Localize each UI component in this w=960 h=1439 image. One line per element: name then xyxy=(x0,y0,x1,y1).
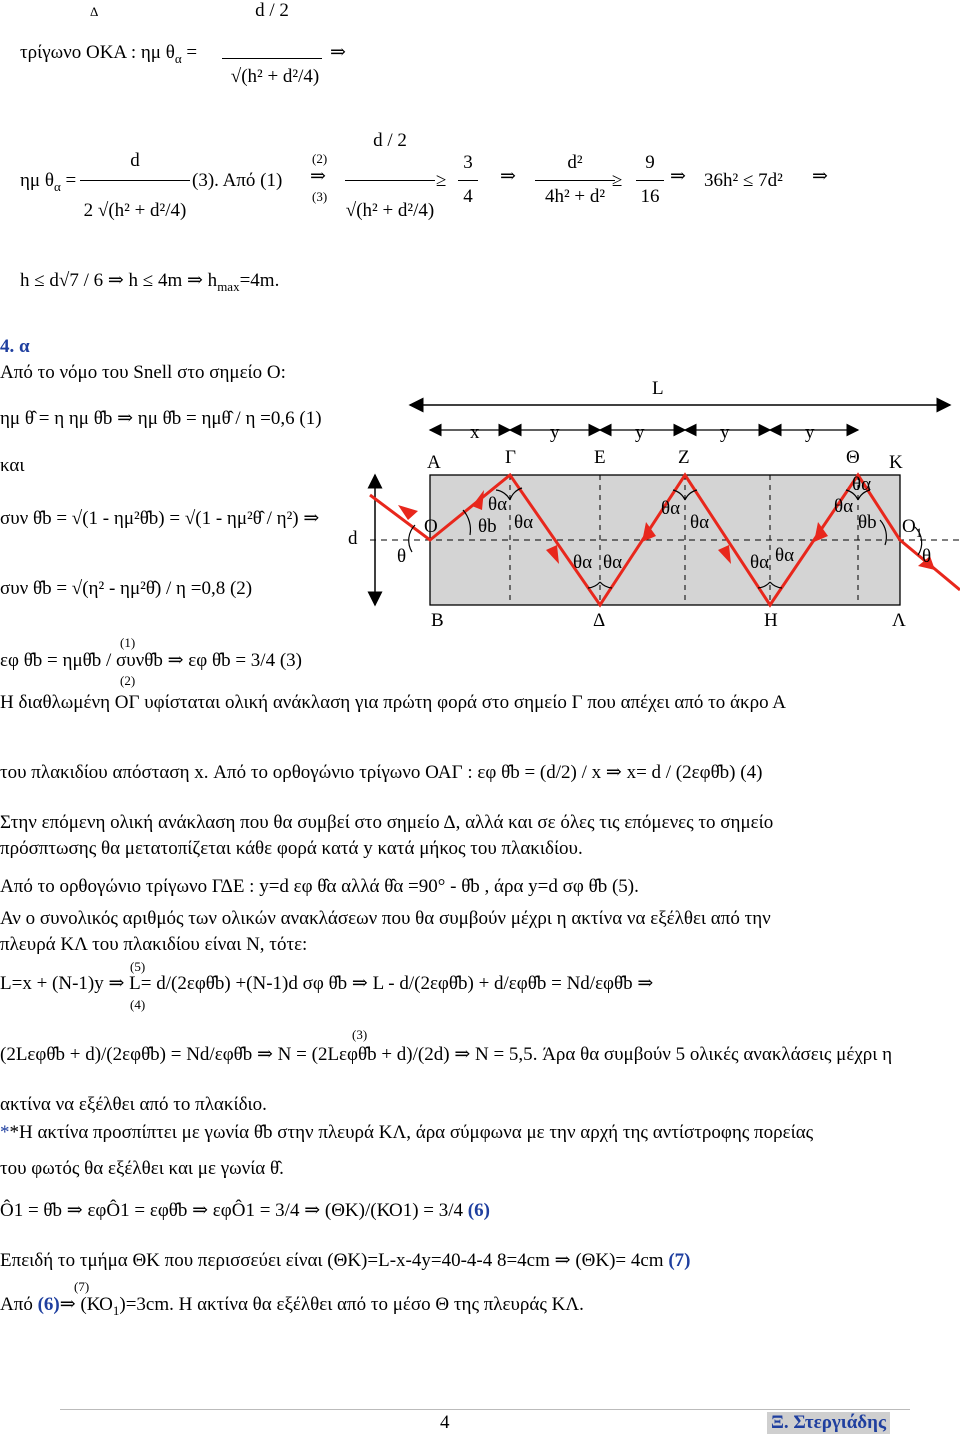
eq2-frac2-num: d / 2 xyxy=(373,130,407,151)
paragraph-5: Από το ορθογώνιο τρίγωνο ΓΔΕ : y=d εφ θ̂α αλλά θ̂α =90° - θ̂b , άρα y=d σφ θ̂b (5). xyxy=(0,876,639,897)
eq2-arrow: ⇒ xyxy=(310,166,326,187)
ge-sign: ≥ xyxy=(436,170,447,191)
label-x: x xyxy=(470,422,480,443)
sixteen: 16 xyxy=(640,186,660,207)
eq2-lhs: ημ $\theta_\alpha$ = xyxy=(20,170,77,194)
label-TH: Θ xyxy=(846,447,860,468)
label-theta-a-1: θα xyxy=(488,494,508,515)
ge-sign-2: ≥ xyxy=(612,170,623,191)
label-theta-a-6: θα xyxy=(690,512,710,533)
label-H: Η xyxy=(764,610,778,631)
label-O1: $O_1$ xyxy=(902,516,923,540)
ef-label-1: (1) xyxy=(120,635,136,650)
paragraph-7: πλευρά ΚΛ του πλακιδίου είναι Ν, τότε: xyxy=(0,934,308,955)
label-E: Ε xyxy=(594,447,606,468)
label-O: Ο xyxy=(424,516,438,537)
eq2-frac2-den: √(h² + d²/4) xyxy=(345,200,435,221)
eq-syn2: συν θ̂b = √(η² - ημ²θ̂) / η =0,8 (2) xyxy=(0,578,253,599)
eqL-label-4: (4) xyxy=(130,997,146,1012)
arrow-a: ⇒ xyxy=(500,166,516,187)
label-y1: y xyxy=(550,422,560,443)
paragraph-3: Στην επόμενη ολική ανάκλαση που θα συμβεί στο σημείο Δ, αλλά και σε όλες τις επόμενες το σημείο xyxy=(0,812,774,833)
paragraph-6: Αν ο συνολικός αριθμός των ολικών ανακλάσεων που θα συμβούν μέχρι η ακτίνα να εξέλθει από την xyxy=(0,908,771,929)
arrow-label-3: (3) xyxy=(312,189,328,204)
label-D: Δ xyxy=(593,610,606,631)
eq3: h ≤ d√7 / 6 ⇒ h ≤ 4m ⇒ $h_{max}=4m$. xyxy=(20,270,280,294)
label-theta-a-5: θα xyxy=(661,498,681,519)
label-theta-a-4: θα xyxy=(603,552,623,573)
ef-label-2: (2) xyxy=(120,673,136,688)
eq-syn1: συν θ̂b = √(1 - ημ²θ̂b) = √(1 - ημ²θ̂ / η²) ⇒ xyxy=(0,508,320,529)
label-G: Γ xyxy=(505,447,516,468)
label-theta-a-7: θα xyxy=(750,552,770,573)
eq-L: L=x + (N-1)y ⇒ L= d/(2εφθ̂b) +(N-1)d σφ θ̂b ⇒ L - d/(2εφθ̂b) + d/εφθ̂b = Nd/εφθ̂b ⇒ xyxy=(0,973,654,994)
eq2-den: 2 √(h² + d²/4) xyxy=(83,200,187,221)
label-theta-out: θ xyxy=(922,546,932,567)
label-A: Α xyxy=(427,452,441,473)
paragraph-9: **Η ακτίνα προσπίπτει με γωνία θ̂b στην πλευρά ΚΛ, άρα σύμφωνα με την αρχή της αντίστροφης πορείας xyxy=(0,1122,814,1143)
label-y2: y xyxy=(635,422,645,443)
eqL-label-5: (5) xyxy=(130,959,146,974)
triangle-mark: Δ xyxy=(90,4,99,19)
label-L: L xyxy=(652,378,664,399)
eq2-frac3-num: d² xyxy=(567,152,583,173)
eq-N: (2Lεφθ̂b + d)/(2εφθ̂b) = Nd/εφθ̂b ⇒ N = (2Lεφθ̂b + d)/(2d) ⇒ N = 5,5. Άρα θα συμβούν 5 ολικές ανακλάσεις μέχρι η xyxy=(0,1044,893,1065)
footer-rule xyxy=(60,1409,910,1410)
label-d: d xyxy=(348,528,358,549)
paragraph-8: ακτίνα να εξέλθει από το πλακίδιο. xyxy=(0,1094,267,1115)
label-theta-a-10: θα xyxy=(834,496,854,517)
arrow-c: ⇒ xyxy=(812,166,828,187)
label-Z: Ζ xyxy=(678,447,690,468)
eq1-arrow: ⇒ xyxy=(330,42,346,63)
label-theta-a-3: θα xyxy=(573,552,593,573)
eq1-fraction: d / 2 xyxy=(255,0,289,21)
eq1-label: τρίγωνο ΟΚΑ : ημ $\theta_\alpha$ = xyxy=(20,42,198,66)
label-theta-a-9: θα xyxy=(852,474,872,495)
author-label: Ξ. Στεργιάδης xyxy=(767,1412,890,1434)
label-B: Β xyxy=(431,610,444,631)
eq2-frac3-den: 4h² + d² xyxy=(544,186,606,207)
four: 4 xyxy=(463,186,473,207)
label-Lambda: Λ xyxy=(892,610,906,631)
paragraph-10: του φωτός θα εξέλθει και με γωνία θ̂. xyxy=(0,1158,284,1179)
paragraph-11: Επειδή το τμήμα ΘΚ που περισσεύει είναι (ΘΚ)=L-x-4y=40-4-4 8=4cm ⇒ (ΘΚ)= 4cm (7) xyxy=(0,1250,691,1271)
label-y4: y xyxy=(805,422,815,443)
eq1-den: √(h² + d²/4) xyxy=(230,66,320,87)
snell-intro: Από το νόμο του Snell στο σημείο Ο: xyxy=(0,362,286,383)
section-heading: 4. α xyxy=(0,336,30,357)
eq-O: Ô1 = θ̂b ⇒ εφÔ1 = εφθ̂b ⇒ εφÔ1 = 3/4 ⇒ (ΘΚ)/(ΚΟ1) = 3/4 (6) xyxy=(0,1200,490,1221)
eqN-label-3: (3) xyxy=(352,1027,368,1042)
label-theta-a-2: θα xyxy=(514,512,534,533)
p12-label: (7) xyxy=(74,1279,90,1294)
arrow-b: ⇒ xyxy=(670,166,686,187)
label-theta-a-8: θα xyxy=(775,545,795,566)
paragraph-4: πρόσπτωσης θα μετατοπίζεται κάθε φορά κατά y κατά μήκος του πλακιδίου. xyxy=(0,838,583,859)
paragraph-12: Από (6)⇒ $(KO_1)=3cm$. Η ακτίνα θα εξέλθει από το μέσο Θ της πλευράς ΚΛ. xyxy=(0,1294,584,1318)
paragraph-1: Η διαθλωμένη ΟΓ υφίσταται ολική ανάκλαση για πρώτη φορά στο σημείο Γ που απέχει από το άκρο Α xyxy=(0,692,786,713)
label-y3: y xyxy=(720,422,730,443)
eq-ef: εφ θ̂b = ημθ̂b / συνθ̂b ⇒ εφ θ̂b = 3/4 (3) xyxy=(0,650,302,671)
nine: 9 xyxy=(645,152,655,173)
label-theta-b-2: θb xyxy=(858,512,877,533)
eq2-num: d xyxy=(130,150,140,171)
label-theta-b-1: θb xyxy=(478,516,497,537)
paragraph-2: του πλακιδίου απόσταση x. Από το ορθογώνιο τρίγωνο ΟΑΓ : εφ θ̂b = (d/2) / x ⇒ x= d / (2εφθ̂b) (4) xyxy=(0,762,763,783)
eq-snell: ημ θ̂ = η ημ θ̂b ⇒ ημ θ̂b = ημθ̂ / η =0,6 (1) xyxy=(0,408,322,429)
arrow-label-2: (2) xyxy=(312,151,328,166)
three: 3 xyxy=(463,152,473,173)
kai: και xyxy=(0,455,25,476)
label-theta-in: θ xyxy=(397,546,407,567)
page-number: 4 xyxy=(440,1412,450,1433)
label-K: Κ xyxy=(889,452,903,473)
eq2-result: 36h² ≤ 7d² xyxy=(704,170,783,191)
eq2-ref: (3). Από (1) xyxy=(192,170,283,191)
